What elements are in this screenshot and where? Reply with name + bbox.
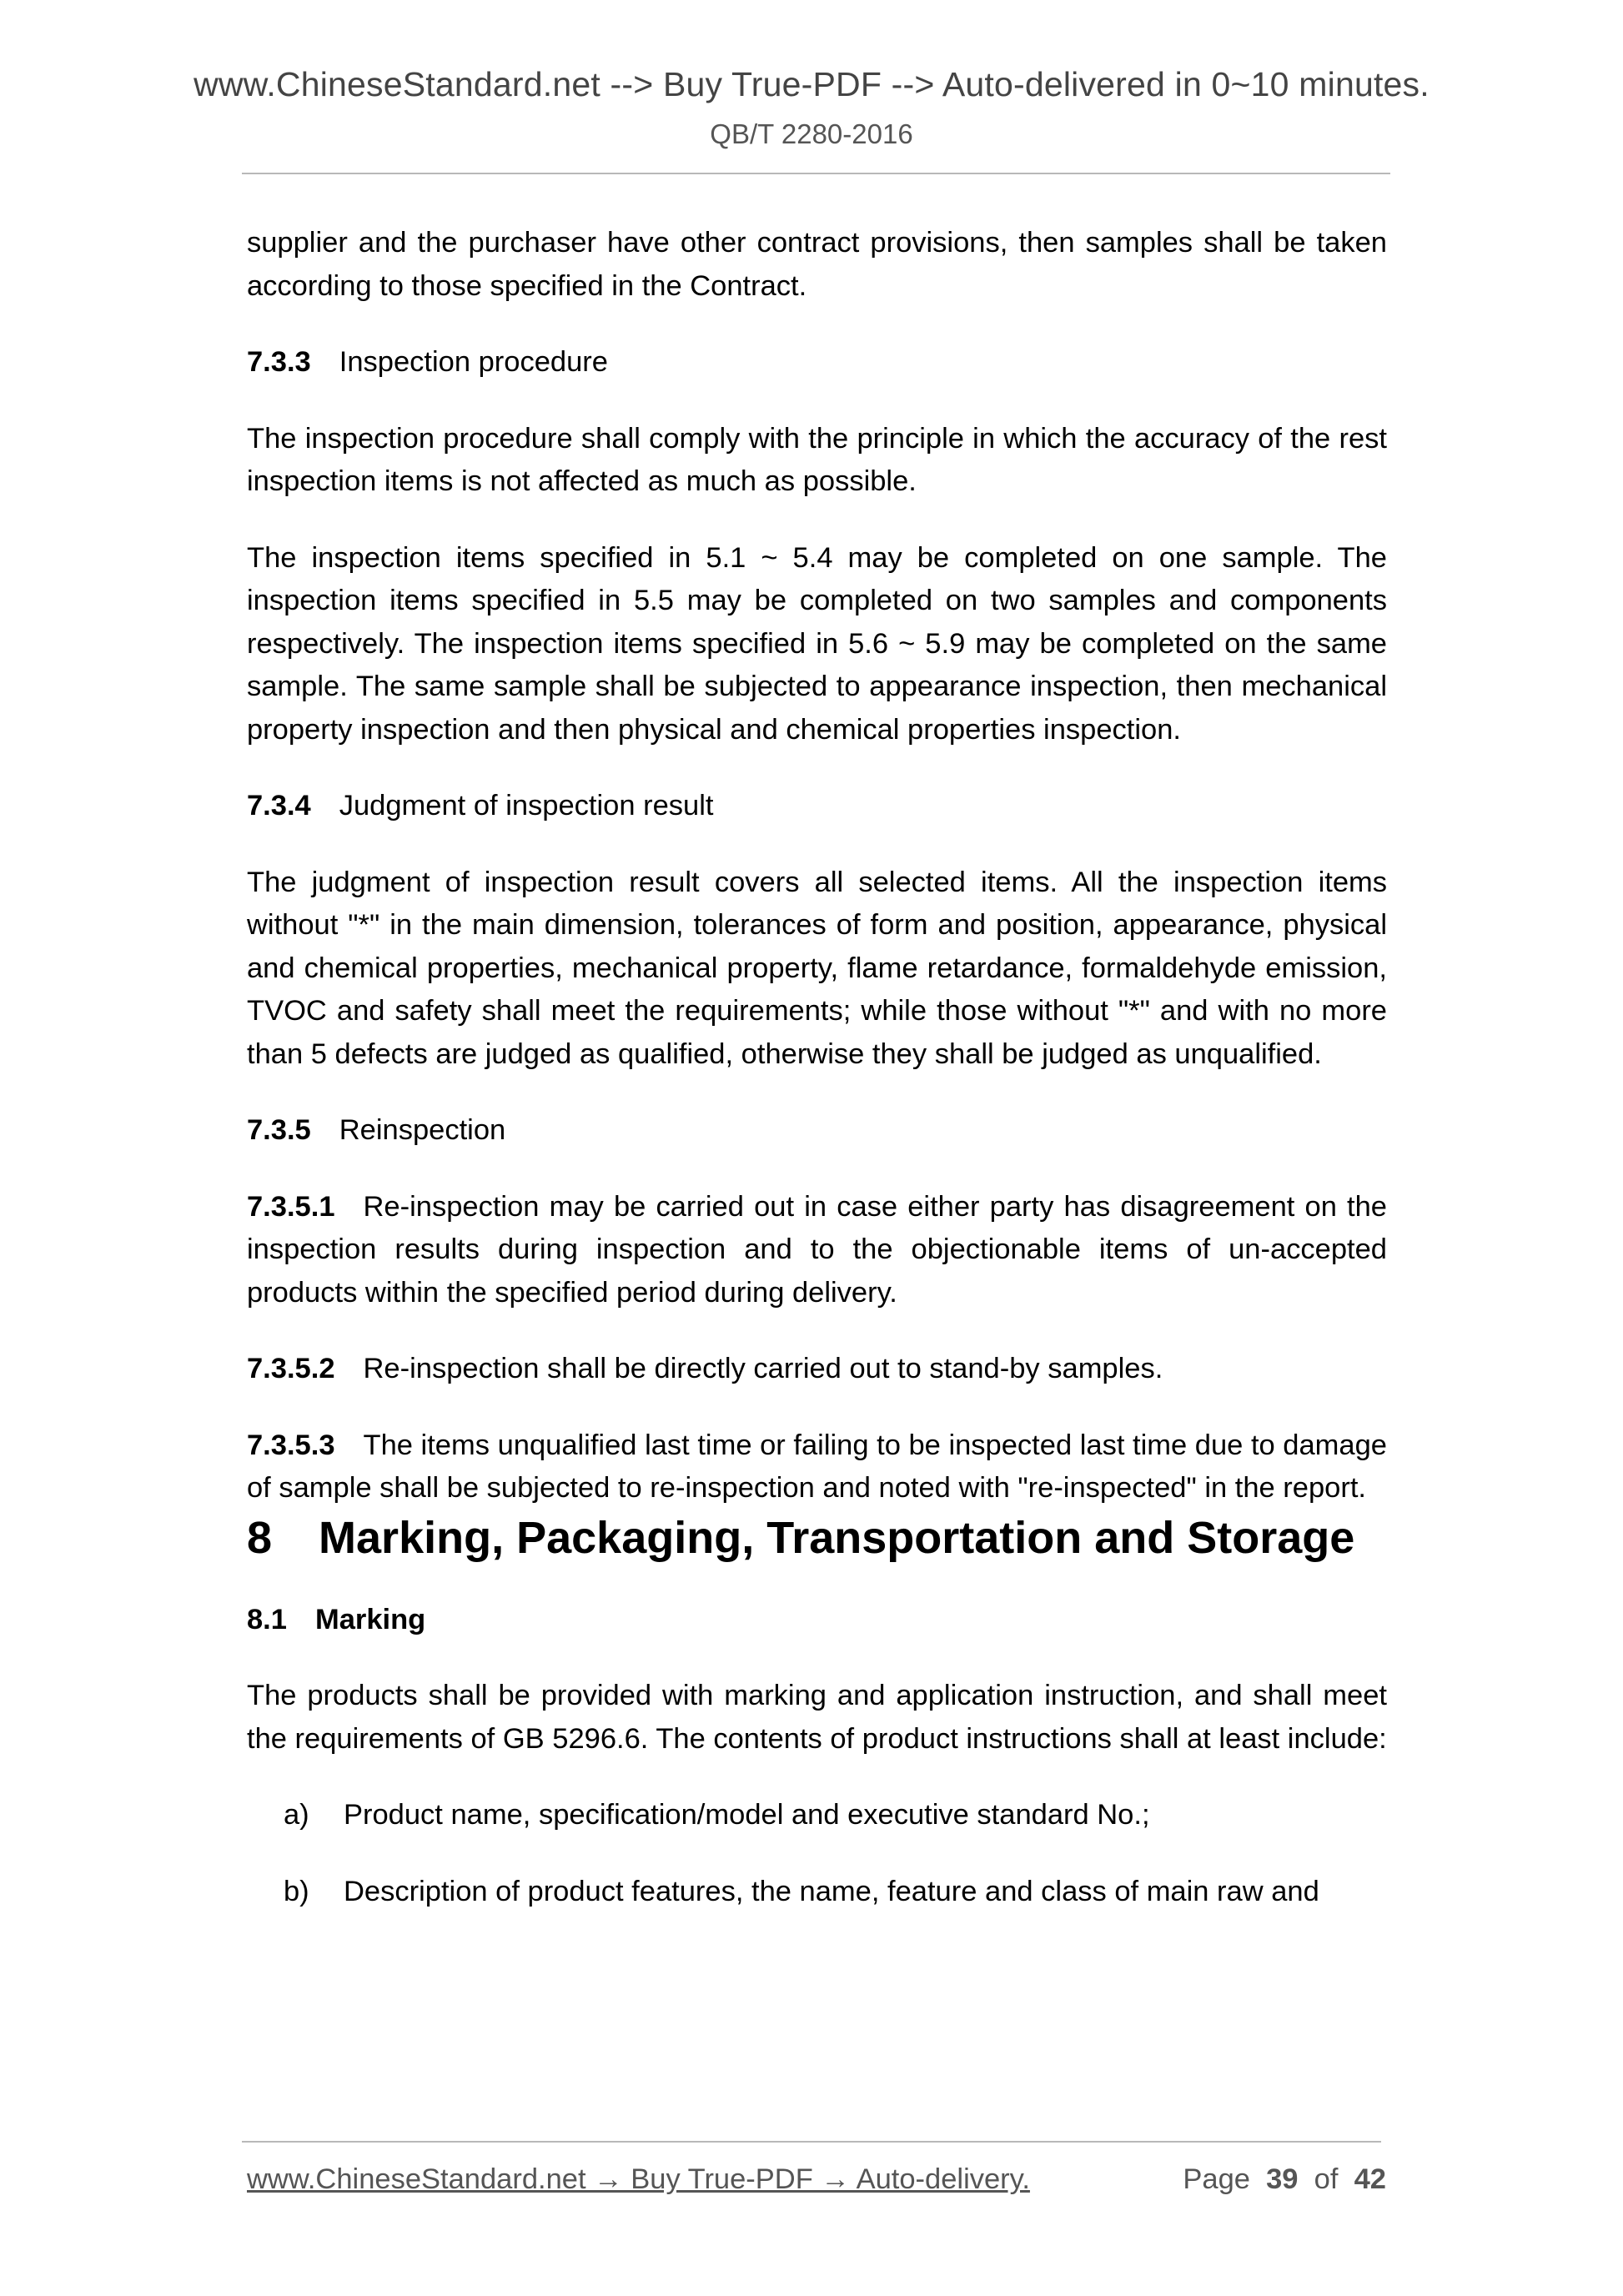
clause-number: 7.3.5.1: [247, 1190, 335, 1223]
footer-divider: [242, 2141, 1381, 2143]
list-item: [247, 1871, 1387, 1914]
section-7-3-3-heading: [247, 341, 1387, 384]
section-8-1-paragraph: The products shall be provided with marking and application instruction, and shall meet the requirements of GB 5296.6. The contents of product instructions shall at least include:: [247, 1680, 1387, 1755]
page-footer: [247, 2163, 1386, 2205]
section-number: 7.3.5: [247, 1114, 311, 1146]
footer-link[interactable]: www.ChineseStandard.net → Buy True-PDF → Auto-delivery.: [247, 2163, 1030, 2195]
section-8-1-heading: [247, 1599, 1387, 1642]
clause-number: 7.3.5.3: [247, 1429, 335, 1461]
clause-number: 7.3.5.2: [247, 1353, 335, 1384]
section-number: 8.1: [247, 1603, 287, 1635]
page-total: 42: [1354, 2163, 1386, 2195]
page-label: Page: [1183, 2163, 1250, 2195]
standard-code: QB/T 2280-2016: [710, 118, 913, 149]
list-item: [247, 1794, 1387, 1837]
section-7-3-5-heading: [247, 1109, 1387, 1153]
clause-7-3-5-2: [247, 1348, 1387, 1391]
section-title: Marking: [314, 1603, 426, 1635]
list-text: Product name, specification/model and executive standard No.;: [344, 1799, 1150, 1831]
section-7-3-4-paragraph: The judgment of inspection result covers all selected items. All the inspection items without "*" in the main dimension, tolerances of form and position, appearance, physical and chemical properties, mechanical property, flame retardance, formaldehyde emission, TVOC and safety shall meet the requirements; while those without "*" and with no more than 5 defects are judged as qualified, otherwise they shall be judged as unqualified.: [247, 866, 1387, 1070]
document-body: [247, 222, 1387, 1913]
section-7-3-3-paragraph-2: The inspection items specified in 5.1 ~ 5.4 may be completed on one sample. The inspection items specified in 5.5 may be completed on two samples and components respectively. The inspection items specified in 5.6 ~ 5.9 may be completed on the same sample. The same sample shall be subjected to appearance inspection, then mechanical property inspection and then physical and chemical properties inspection.: [247, 541, 1387, 746]
page-of: of: [1314, 2163, 1339, 2195]
page-indicator: [1183, 2163, 1386, 2196]
section-7-3-3-paragraph-1: The inspection procedure shall comply with the principle in which the accuracy of the rest inspection items is not affected as much as possible.: [247, 422, 1387, 497]
section-title: Inspection procedure: [339, 346, 608, 378]
list-marker: a): [284, 1799, 309, 1831]
clause-text: The items unqualified last time or failing to be inspected last time due to damage of sample shall be subjected to re-inspection and noted with "re-inspected" in the report.: [247, 1429, 1387, 1504]
section-number: 7.3.4: [247, 790, 311, 821]
header-divider: [242, 173, 1390, 174]
list-marker: b): [284, 1875, 309, 1907]
clause-7-3-5-1: [247, 1186, 1387, 1315]
site-banner: www.ChineseStandard.net --> Buy True-PDF --> Auto-delivered in 0~10 minutes.: [193, 65, 1430, 103]
clause-text: Re-inspection may be carried out in case either party has disagreement on the inspection results during inspection and to the objectionable items of un-accepted products within the specified period during delivery.: [247, 1190, 1387, 1309]
continuation-paragraph: supplier and the purchaser have other contract provisions, then samples shall be taken according to those specified in the Contract.: [247, 227, 1387, 302]
page-current: 39: [1266, 2163, 1299, 2195]
section-number: 7.3.3: [247, 346, 311, 378]
chapter-title: Marking, Packaging, Transportation and Storage: [319, 1512, 1355, 1563]
clause-7-3-5-3: [247, 1424, 1387, 1510]
clause-text: Re-inspection shall be directly carried out to stand-by samples.: [363, 1353, 1163, 1384]
section-title: Reinspection: [339, 1114, 506, 1146]
section-title: Judgment of inspection result: [339, 790, 714, 821]
list-text: Description of product features, the name, feature and class of main raw and: [344, 1875, 1319, 1907]
chapter-number: 8: [247, 1512, 273, 1563]
section-7-3-4-heading: [247, 785, 1387, 828]
chapter-8-heading: [247, 1510, 1387, 1565]
